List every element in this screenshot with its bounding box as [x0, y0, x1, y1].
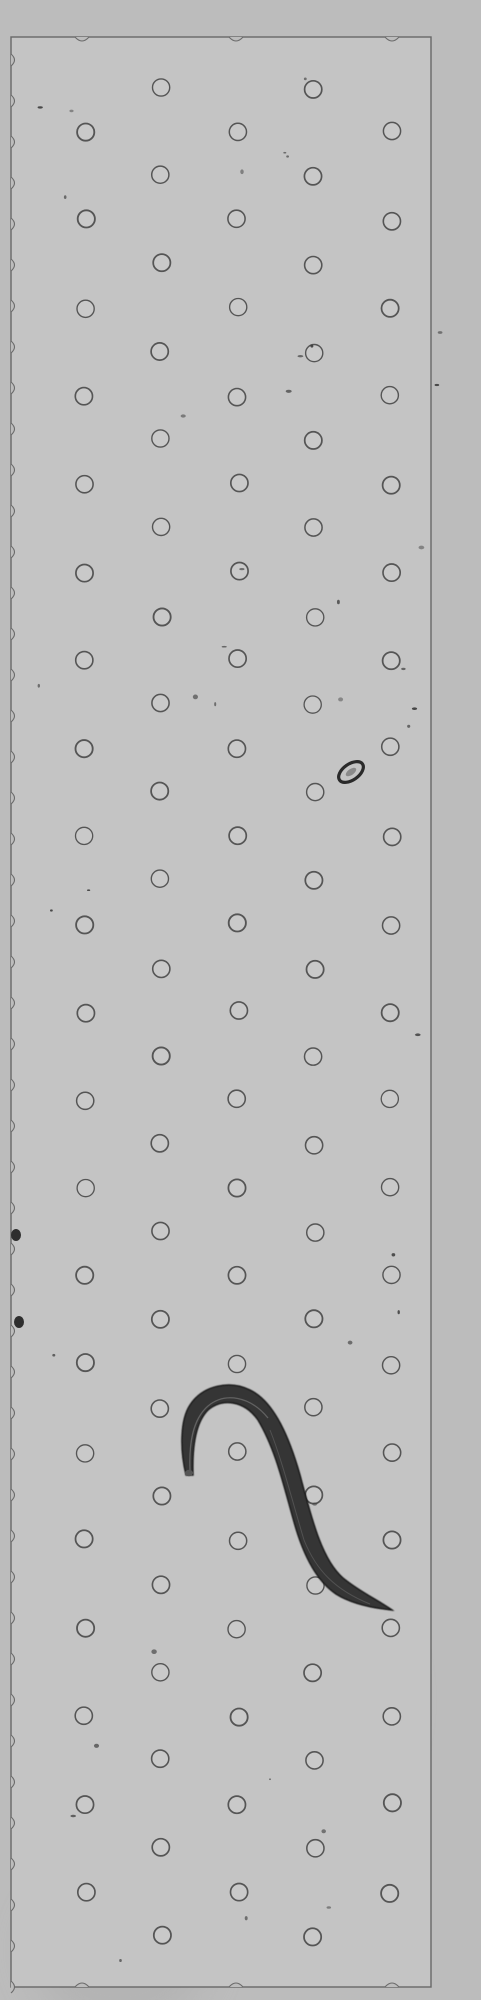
pillar	[306, 345, 323, 362]
pillar	[304, 168, 321, 185]
debris-particle	[181, 414, 186, 417]
pillar	[384, 1444, 401, 1461]
pillar	[153, 960, 170, 977]
pillar	[76, 827, 93, 844]
pillar	[305, 1399, 322, 1416]
pillar	[152, 1576, 169, 1593]
pillar	[154, 1927, 171, 1944]
pillar	[304, 1664, 321, 1681]
debris-particle	[52, 1354, 55, 1357]
pillar	[77, 1180, 94, 1197]
pillar	[228, 1796, 245, 1813]
pillar	[229, 123, 246, 140]
debris-particle	[286, 390, 292, 393]
pillar	[153, 254, 170, 271]
debris-particle	[69, 110, 73, 113]
pillar	[76, 916, 93, 933]
pillar	[229, 650, 246, 667]
pillar	[77, 1005, 94, 1022]
pillar	[228, 1621, 245, 1638]
debris-particle	[38, 684, 40, 688]
debris-particle	[64, 195, 67, 199]
debris-particle	[50, 909, 53, 911]
pillar	[383, 564, 400, 581]
pillar	[306, 1137, 323, 1154]
debris-blob	[14, 1316, 24, 1328]
pillar	[383, 917, 400, 934]
pillar	[151, 870, 168, 887]
pillar	[305, 1310, 322, 1327]
pillar	[230, 299, 247, 316]
pillar	[153, 518, 170, 535]
pillar	[229, 1443, 246, 1460]
pillar	[152, 1664, 169, 1681]
chamber	[11, 37, 431, 1993]
pillar	[383, 122, 400, 139]
pillar	[383, 1266, 400, 1283]
pillar	[77, 300, 94, 317]
debris-particle	[298, 355, 304, 357]
pillar	[383, 1531, 400, 1548]
pillar	[153, 1487, 170, 1504]
pillar	[77, 1092, 94, 1109]
pillar	[307, 1840, 324, 1857]
debris-particle	[312, 1502, 317, 1505]
debris-particle	[310, 345, 313, 348]
worm-head	[185, 1470, 193, 1476]
pillar	[381, 387, 398, 404]
pillar	[304, 696, 321, 713]
pillar	[77, 124, 94, 141]
pillar	[76, 1796, 93, 1813]
pillar	[152, 1839, 169, 1856]
pillar	[305, 257, 322, 274]
pillar	[228, 389, 245, 406]
pillar	[307, 1224, 324, 1241]
pillar	[78, 1884, 95, 1901]
pillar	[383, 652, 400, 669]
pillar	[154, 608, 171, 625]
pillar	[231, 1709, 248, 1726]
pillar	[305, 81, 322, 98]
pillar	[307, 784, 324, 801]
pillar	[382, 1179, 399, 1196]
debris-particle	[214, 702, 216, 706]
pillar	[231, 563, 248, 580]
pillar	[381, 1090, 398, 1107]
pillar	[75, 1707, 92, 1724]
pillar	[152, 430, 169, 447]
debris-particle	[119, 1959, 122, 1962]
pillar	[231, 1884, 248, 1901]
debris-particle	[392, 1253, 396, 1256]
debris-particle	[401, 668, 405, 670]
pillar	[75, 388, 92, 405]
pillar	[76, 476, 93, 493]
debris-particle	[337, 600, 340, 605]
debris-particle	[338, 697, 343, 701]
pillar	[76, 565, 93, 582]
pillar	[383, 213, 400, 230]
pillar	[151, 1400, 168, 1417]
debris-particle	[419, 546, 425, 550]
pillar	[153, 79, 170, 96]
debris-particle	[398, 1310, 400, 1314]
debris-particle	[327, 1906, 332, 1909]
debris-particle	[269, 1778, 271, 1780]
pillar	[153, 1047, 170, 1064]
debris-particle	[87, 889, 90, 891]
pillar	[152, 694, 169, 711]
pillar	[230, 1002, 247, 1019]
pillar	[305, 1048, 322, 1065]
pillar	[384, 1794, 401, 1811]
debris-blob	[11, 1229, 21, 1241]
pillar	[228, 1179, 245, 1196]
debris-particle	[239, 568, 244, 570]
debris-particle	[151, 1649, 156, 1654]
debris-particle	[70, 1815, 76, 1818]
debris-particle	[222, 646, 227, 648]
pillar	[382, 738, 399, 755]
pillar	[229, 914, 246, 931]
debris-particle	[415, 1033, 421, 1036]
debris-particle	[283, 152, 286, 154]
pillar	[384, 828, 401, 845]
pillar	[152, 1750, 169, 1767]
debris-particle	[94, 1744, 99, 1748]
pillar	[77, 1354, 94, 1371]
pillar	[304, 1928, 321, 1945]
pillar	[230, 1532, 247, 1549]
pillar	[152, 1222, 169, 1239]
debris-particle	[286, 155, 289, 157]
pillar	[382, 300, 399, 317]
debris-particle	[38, 106, 43, 108]
pillar	[151, 343, 168, 360]
pillar	[229, 827, 246, 844]
pillar	[77, 1620, 94, 1637]
debris-particle	[240, 169, 243, 174]
pillar	[151, 783, 168, 800]
pillar	[151, 1135, 168, 1152]
pillar	[305, 432, 322, 449]
pillar	[228, 1355, 245, 1372]
debris-particle	[304, 78, 307, 81]
pillar	[231, 474, 248, 491]
pillar	[228, 210, 245, 227]
pillar	[78, 210, 95, 227]
pillar	[305, 519, 322, 536]
debris-particle	[321, 1829, 326, 1833]
pillar	[383, 1708, 400, 1725]
debris-particle	[435, 384, 440, 386]
pillar	[228, 1090, 245, 1107]
pillar	[382, 1619, 399, 1636]
pillar	[152, 1311, 169, 1328]
debris-particle	[245, 1916, 248, 1920]
pillar	[381, 1885, 398, 1902]
pillar	[307, 961, 324, 978]
pillar	[306, 1752, 323, 1769]
debris-particle	[412, 707, 417, 710]
pillar	[77, 1445, 94, 1462]
pillar	[76, 652, 93, 669]
debris-particle	[407, 725, 410, 728]
pillar	[228, 740, 245, 757]
pillar	[76, 1267, 93, 1284]
pillar	[152, 166, 169, 183]
pillar	[305, 872, 322, 889]
debris-particle	[438, 331, 443, 334]
debris-particle	[348, 1341, 353, 1345]
pillar	[383, 477, 400, 494]
pillar	[76, 740, 93, 757]
debris-particle	[193, 695, 198, 700]
chamber-wall	[11, 37, 431, 1987]
pillar	[76, 1530, 93, 1547]
pillar	[382, 1004, 399, 1021]
pillar	[228, 1267, 245, 1284]
pillar	[383, 1357, 400, 1374]
pillar	[307, 609, 324, 626]
